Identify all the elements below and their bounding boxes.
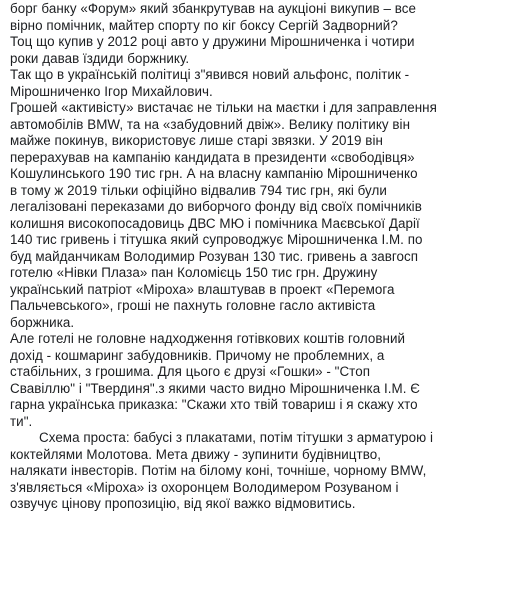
text-line: борг банку «Форум» який збанкрутував на аукціоні викупив – все [10,1,416,16]
text-line: боржника. [10,314,75,330]
text-line: налякати інвесторів. Потім на білому коні, точніше, чорному BMW, [10,463,427,478]
text-line: гарна українська приказка: "Скажи хто твій товариш і я скажу хто [10,397,418,412]
text-line: стабільних, з грошима. Для цього є друзі «Гошки» - "Стоп [10,364,371,379]
text-line: вірно помічник, майтер спорту по кіг боксу Сергій Задворний? [10,17,398,33]
text-line: Алe готелі не головне надходження готівкових коштів головний [10,331,406,346]
text-line: Так що в українській політиці з"явився новий альфонс, політик - [10,67,410,82]
text-line: з'являється «Міроха» із охоронцем Володимером Розуваном і [10,479,399,495]
text-line: коктейлями Молотова. Мета движу - зупинити будівництво, [10,446,381,462]
text-line: легалізовані переказами до виборчого фонду від своїх помічників [10,199,422,214]
text-line: Свавіллю" і "Твердиня".з якими часто видно Мірошниченка І.М. Є [10,380,420,396]
text-line: колишня високопосадовиць ДВС МЮ і помічника Маєвської Дарії [10,215,420,231]
text-line: роки давав їздиди боржнику. [10,50,190,66]
text-line: Грошей «активісту» вистачає не тільки на маєтки і для заправлення [10,100,437,115]
text-line: автомобілів BMW, та на «забудовний двіж». Велику політику він [10,116,411,132]
text-line: ти". [10,413,33,429]
text-line: Кошулинського 190 тис грн. А на власну кампанію Мірошниченко [10,166,418,181]
text-line: озвучує цінову пропозицію, від якої важко відмовитись. [10,496,356,511]
text-line: буд майданчикам Володимир Розуван 130 тис. гривень а завгосп [10,248,419,264]
text-line: 140 тис гривень і тітушка який супроводжує Мірошниченка І.М. по [10,232,423,247]
text-line: перерахував на кампанію кандидата в президенти «свободівця» [10,149,415,165]
text-line: Схема проста: бабусі з плакатами, потім тітушки з арматурою і [39,430,434,445]
text-line: український патріот «Міроха» влаштував в проект «Перемога [10,281,395,297]
text-line: дохід - кошмаринг забудовників. Причому не проблемних, а [10,347,385,363]
text-line: Мірошниченко Ігор Михайлович. [10,83,213,99]
text-line: Тоц що купив у 2012 році авто у дружини Мірошниченка і чотири [10,34,415,49]
text-line: майже покинув, використовує лише старі звязки. У 2019 він [10,133,383,148]
text-line: готелю «Нівки Плаза» пан Коломієць 150 тис грн. Дружину [10,265,378,280]
text-line: Пальчевського», гроші не пахнуть головне гасло активіста [10,298,376,313]
text-line: в тому ж 2019 тільки офіційно відвалив 794 тис грн, які були [10,182,387,198]
